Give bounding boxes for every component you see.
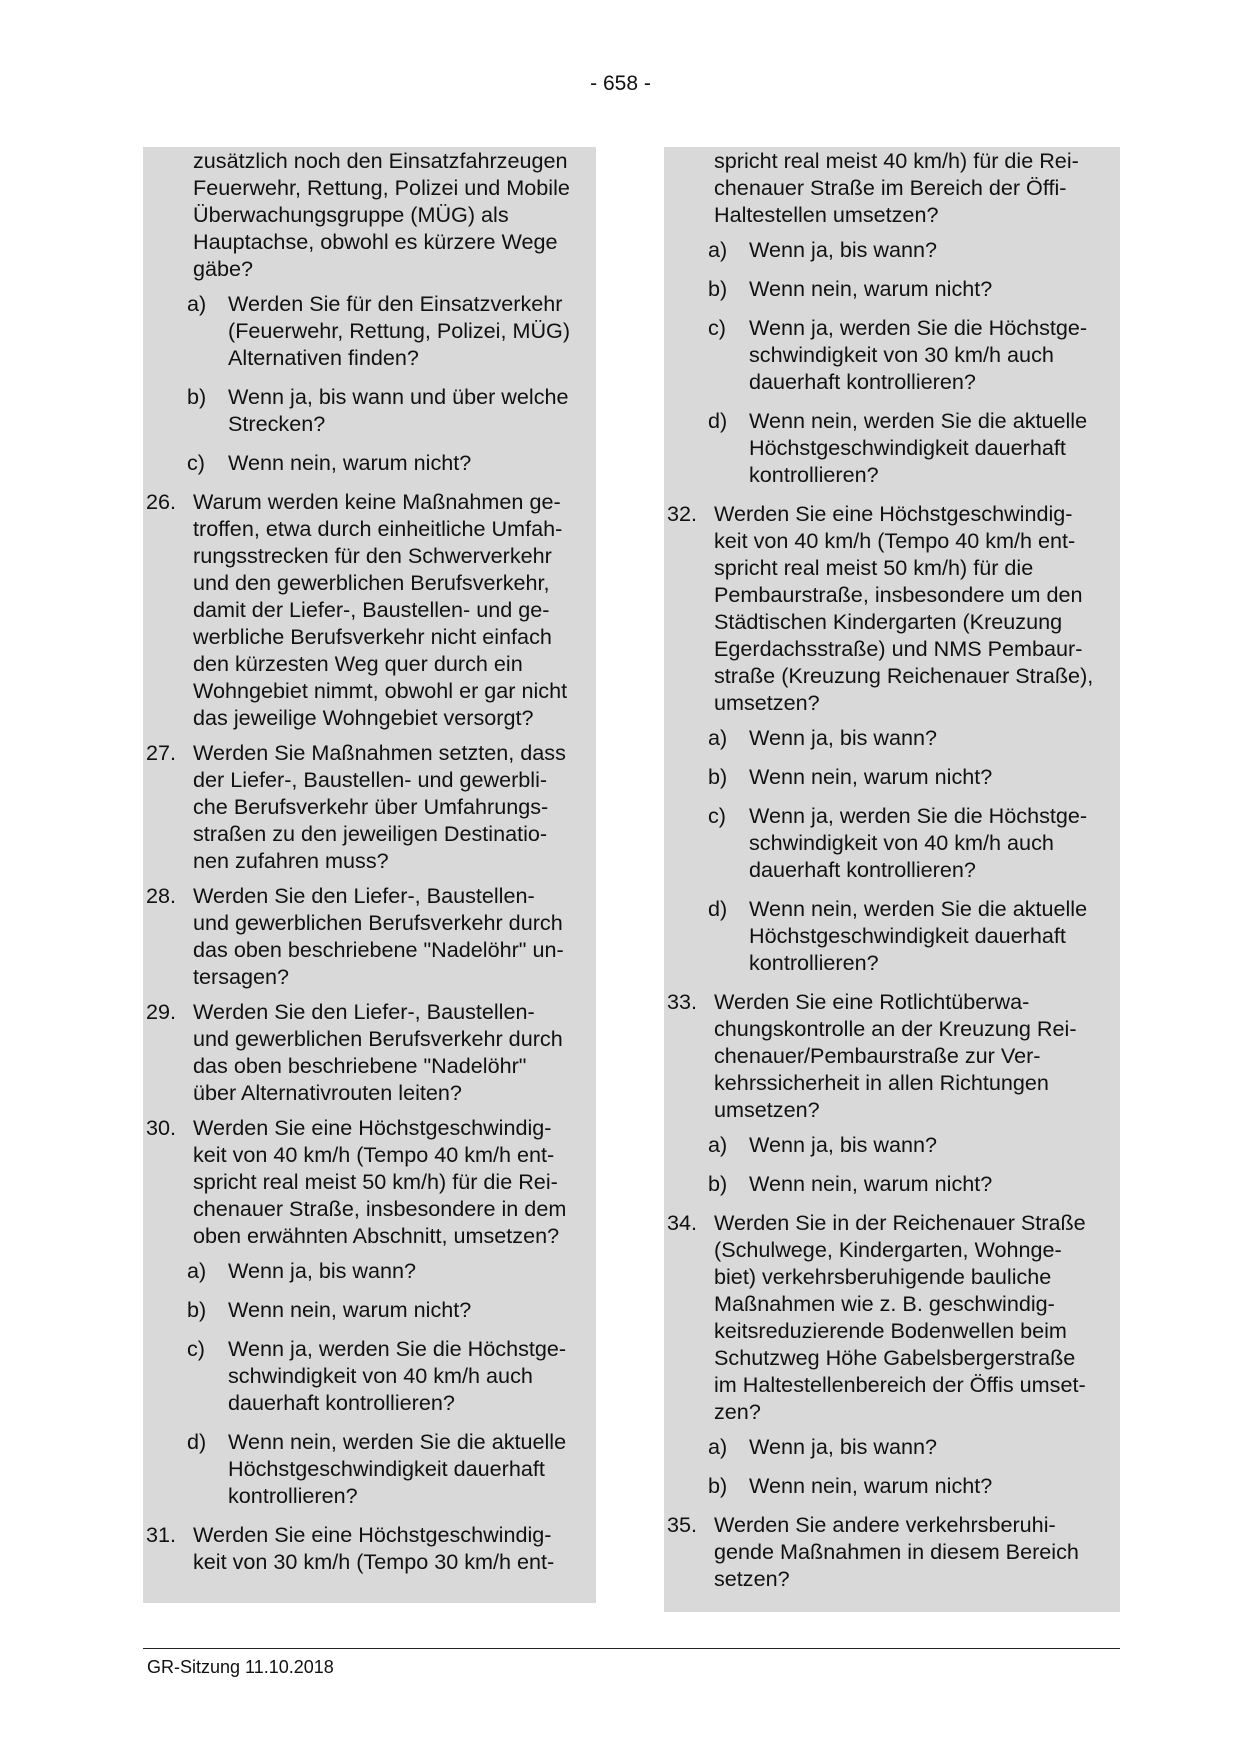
question-text: Werden Sie den Liefer-, Baustellen- und gewerblichen Berufsverkehr durch das oben beschriebene "Nadelöhr" über Alternativrouten leiten? xyxy=(193,999,563,1105)
sub-question-a xyxy=(664,236,1120,263)
sub-text: Wenn ja, werden Sie die Höchstge- schwindigkeit von 30 km/h auch dauerhaft kontrollieren? xyxy=(749,315,1088,394)
sub-question-b xyxy=(664,763,1120,790)
sub-question-c xyxy=(143,449,596,476)
question-text: zusätzlich noch den Einsatzfahrzeugen Feuerwehr, Rettung, Polizei und Mobile Überwachungsgruppe (MÜG) als Hauptachse, obwohl es kürzere Wege gäbe? xyxy=(193,148,570,281)
sub-letter: a) xyxy=(708,1434,728,1459)
question-number: 29. xyxy=(146,999,177,1024)
question-text: Werden Sie eine Höchstgeschwindig- keit von 40 km/h (Tempo 40 km/h ent- spricht real meist 50 km/h) für die Rei- chenauer Straße, insbesondere in dem oben erwähnten Abschnitt, umsetzen? xyxy=(193,1115,567,1248)
sub-text: Werden Sie für den Einsatzverkehr (Feuerwehr, Rettung, Polizei, MÜG) Alternativen finden? xyxy=(228,291,571,370)
question-number: 28. xyxy=(146,883,177,908)
question-29 xyxy=(143,998,596,1106)
question-text: Werden Sie eine Rotlichtüberwa- chungskontrolle an der Kreuzung Rei- chenauer/Pembaurstraße zur Ver- kehrssicherheit in allen Richtungen umsetzen? xyxy=(714,989,1077,1122)
sub-letter: c) xyxy=(708,315,726,340)
question-text: spricht real meist 40 km/h) für die Rei- chenauer Straße im Bereich der Öffi- Haltestellen umsetzen? xyxy=(714,148,1079,227)
question-32 xyxy=(664,500,1120,716)
question-text: Werden Sie in der Reichenauer Straße (Schulwege, Kindergarten, Wohnge- biet) verkehrsberuhigende bauliche Maßnahmen wie z. B. geschwindig- keitsreduzierende Bodenwellen beim Schutzweg Höhe Gabelsbergerstraße im Haltestellenbereich der Öffis umset- zen? xyxy=(714,1210,1086,1424)
sub-letter: b) xyxy=(708,1473,728,1498)
left-column xyxy=(143,147,596,1603)
question-number: 35. xyxy=(667,1512,698,1537)
sub-text: Wenn ja, bis wann und über welche Strecken? xyxy=(228,384,569,436)
question-31-continuation xyxy=(664,147,1120,228)
sub-text: Wenn nein, warum nicht? xyxy=(749,1171,993,1196)
sub-text: Wenn ja, werden Sie die Höchstge- schwindigkeit von 40 km/h auch dauerhaft kontrollieren? xyxy=(228,1336,567,1415)
footer-session-date: GR-Sitzung 11.10.2018 xyxy=(147,1657,334,1677)
question-31 xyxy=(143,1521,596,1575)
question-27 xyxy=(143,739,596,874)
question-text: Werden Sie eine Höchstgeschwindig- keit von 30 km/h (Tempo 30 km/h ent- xyxy=(193,1522,555,1574)
sub-text: Wenn ja, bis wann? xyxy=(749,237,938,262)
sub-text: Wenn ja, bis wann? xyxy=(749,1434,938,1459)
sub-letter: a) xyxy=(708,725,728,750)
sub-text: Wenn nein, werden Sie die aktuelle Höchstgeschwindigkeit dauerhaft kontrollieren? xyxy=(749,896,1088,975)
sub-question-a xyxy=(664,1131,1120,1158)
question-26 xyxy=(143,488,596,731)
sub-text: Wenn nein, warum nicht? xyxy=(228,1297,472,1322)
sub-letter: a) xyxy=(708,1132,728,1157)
sub-question-d xyxy=(664,895,1120,976)
sub-letter: a) xyxy=(187,1258,207,1283)
question-number: 32. xyxy=(667,501,698,526)
sub-letter: d) xyxy=(187,1429,207,1454)
sub-letter: d) xyxy=(708,896,728,921)
sub-letter: b) xyxy=(708,276,728,301)
question-25-continuation xyxy=(143,147,596,282)
question-text: Werden Sie den Liefer-, Baustellen- und gewerblichen Berufsverkehr durch das oben beschriebene "Nadelöhr" un- tersagen? xyxy=(193,883,564,989)
sub-letter: b) xyxy=(187,384,207,409)
sub-question-b xyxy=(143,1296,596,1323)
sub-text: Wenn ja, bis wann? xyxy=(228,1258,417,1283)
sub-question-d xyxy=(143,1428,596,1509)
sub-letter: c) xyxy=(187,450,205,475)
footer-divider xyxy=(143,1648,1120,1649)
question-35 xyxy=(664,1511,1120,1592)
sub-question-b xyxy=(664,275,1120,302)
question-33 xyxy=(664,988,1120,1123)
question-text: Werden Sie eine Höchstgeschwindig- keit von 40 km/h (Tempo 40 km/h ent- spricht real meist 50 km/h) für die Pembaurstraße, insbesondere um den Städtischen Kindergarten (Kreuzung Egerdachsstraße) und NMS Pembaur- straße (Kreuzung Reichenauer Straße), umsetzen? xyxy=(714,501,1094,715)
sub-question-b xyxy=(664,1472,1120,1499)
sub-text: Wenn nein, warum nicht? xyxy=(749,764,993,789)
question-number: 31. xyxy=(146,1522,177,1547)
question-number: 26. xyxy=(146,489,177,514)
question-28 xyxy=(143,882,596,990)
sub-text: Wenn nein, warum nicht? xyxy=(228,450,472,475)
sub-text: Wenn nein, warum nicht? xyxy=(749,276,993,301)
sub-question-c xyxy=(143,1335,596,1416)
question-34 xyxy=(664,1209,1120,1425)
sub-letter: c) xyxy=(187,1336,205,1361)
sub-letter: b) xyxy=(708,764,728,789)
question-text: Werden Sie Maßnahmen setzten, dass der Liefer-, Baustellen- und gewerbli- che Berufsverkehr über Umfahrungs- straßen zu den jeweiligen Destinatio- nen zufahren muss? xyxy=(193,740,566,873)
question-text: Warum werden keine Maßnahmen ge- troffen, etwa durch einheitliche Umfah- rungsstrecken für den Schwerverkehr und den gewerblichen Berufsverkehr, damit der Liefer-, Baustellen- und ge- werbliche Berufsverkehr nicht einfach den kürzesten Weg quer durch ein Wohngebiet nimmt, obwohl er gar nicht das jeweilige Wohngebiet versorgt? xyxy=(193,489,568,730)
sub-question-a xyxy=(664,1433,1120,1460)
sub-question-c xyxy=(664,802,1120,883)
sub-question-a xyxy=(143,290,596,371)
sub-letter: c) xyxy=(708,803,726,828)
sub-letter: a) xyxy=(708,237,728,262)
question-number: 33. xyxy=(667,989,698,1014)
sub-letter: b) xyxy=(187,1297,207,1322)
sub-text: Wenn ja, werden Sie die Höchstge- schwindigkeit von 40 km/h auch dauerhaft kontrollieren? xyxy=(749,803,1088,882)
question-30 xyxy=(143,1114,596,1249)
sub-text: Wenn nein, werden Sie die aktuelle Höchstgeschwindigkeit dauerhaft kontrollieren? xyxy=(228,1429,567,1508)
sub-question-b xyxy=(664,1170,1120,1197)
sub-letter: d) xyxy=(708,408,728,433)
question-number: 30. xyxy=(146,1115,177,1140)
page-number: - 658 - xyxy=(590,72,651,95)
sub-question-d xyxy=(664,407,1120,488)
question-text: Werden Sie andere verkehrsberuhi- gende Maßnahmen in diesem Bereich setzen? xyxy=(714,1512,1079,1591)
question-number: 27. xyxy=(146,740,177,765)
sub-letter: a) xyxy=(187,291,207,316)
sub-question-c xyxy=(664,314,1120,395)
sub-text: Wenn nein, werden Sie die aktuelle Höchstgeschwindigkeit dauerhaft kontrollieren? xyxy=(749,408,1088,487)
sub-letter: b) xyxy=(708,1171,728,1196)
sub-question-a xyxy=(664,724,1120,751)
question-number: 34. xyxy=(667,1210,698,1235)
sub-text: Wenn ja, bis wann? xyxy=(749,1132,938,1157)
sub-text: Wenn nein, warum nicht? xyxy=(749,1473,993,1498)
sub-question-a xyxy=(143,1257,596,1284)
sub-question-b xyxy=(143,383,596,437)
right-column xyxy=(664,147,1120,1612)
sub-text: Wenn ja, bis wann? xyxy=(749,725,938,750)
